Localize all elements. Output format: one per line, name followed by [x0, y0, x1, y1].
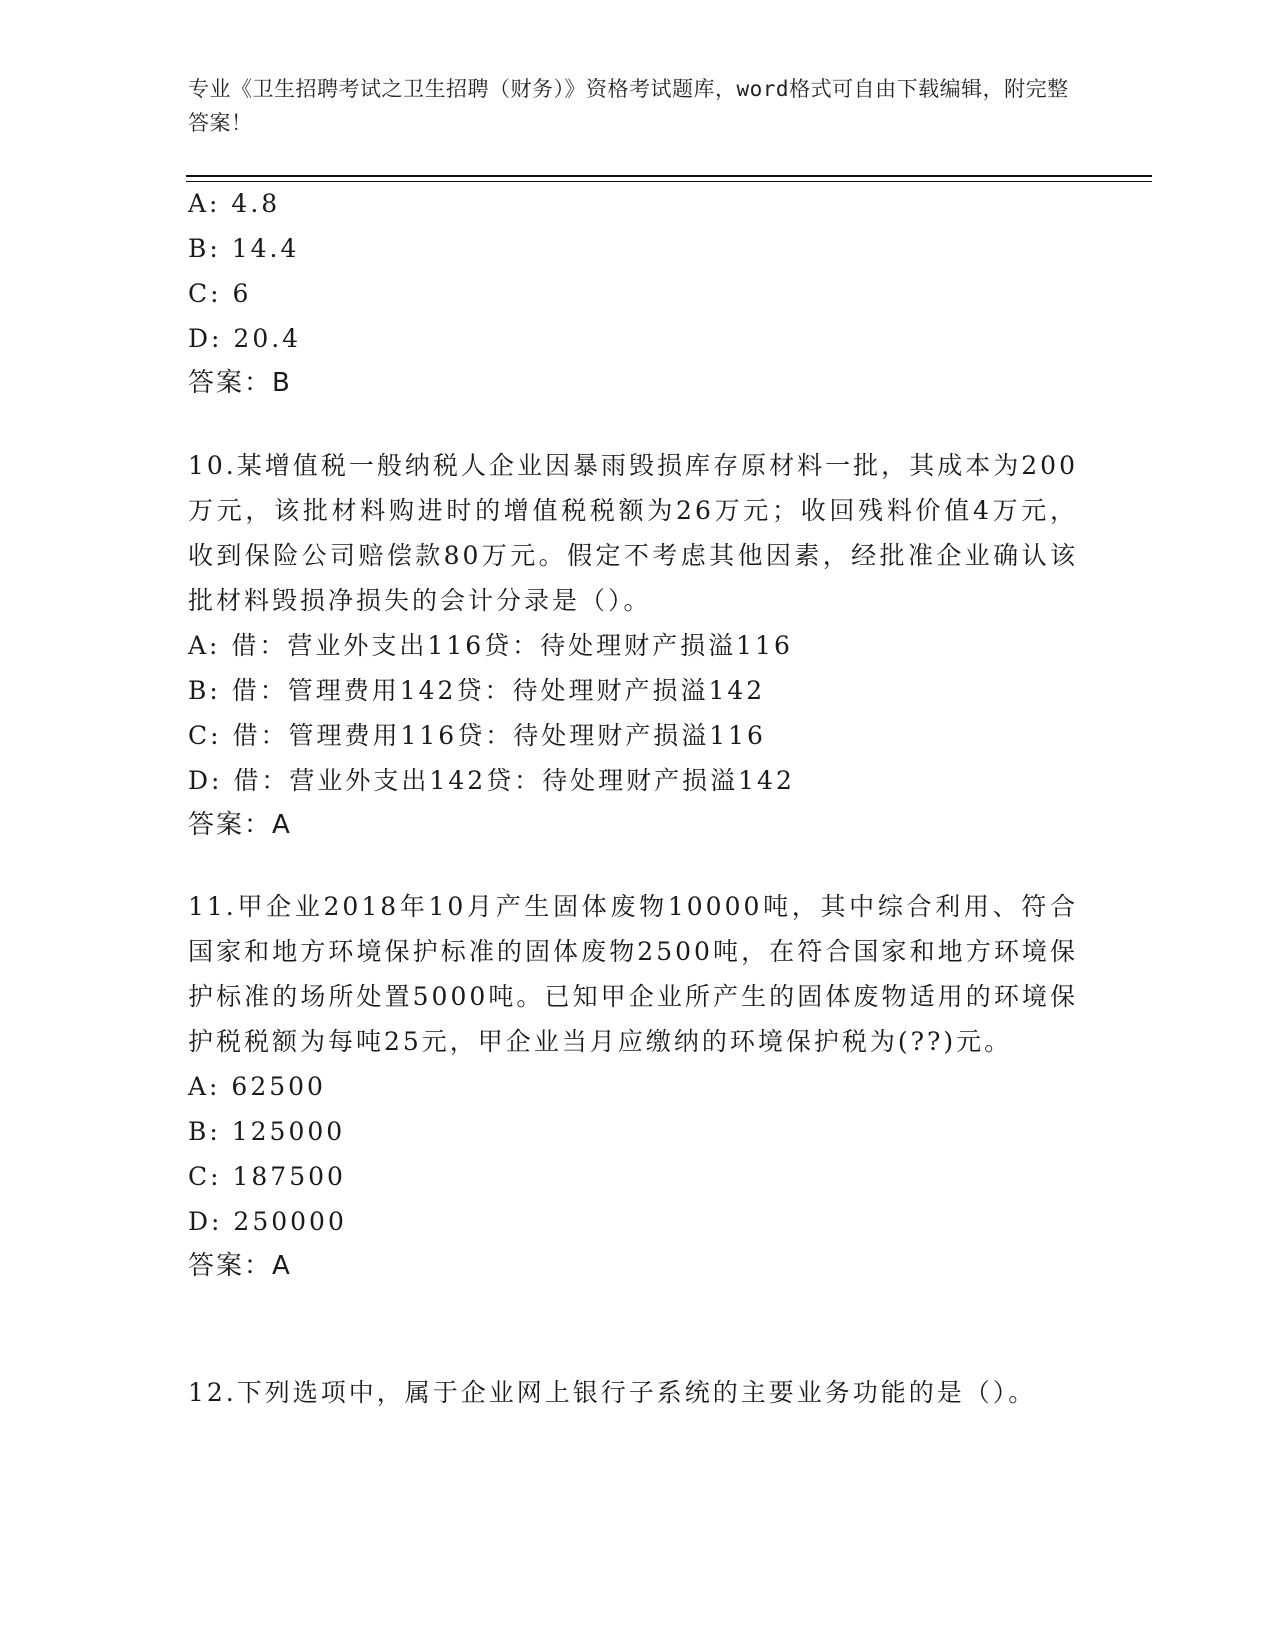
question-9 [188, 181, 1078, 406]
option-c: C: 6 [188, 279, 252, 308]
question-stem: 11.甲企业2018年10月产生固体废物10000吨，其中综合利用、符合国家和地方环境保护标准的固体废物2500吨，在符合国家和地方环境保护标准的场所处置5000吨。已知甲企业所产生的固体废物适用的环境保护税税额为每吨25元，甲企业当月应缴纳的环境保护税为(??)元。 [188, 892, 1078, 1056]
option-b: B: 借：管理费用142贷：待处理财产损溢142 [188, 676, 766, 705]
question-stem: 12.下列选项中，属于企业网上银行子系统的主要业务功能的是（）。 [188, 1378, 1037, 1407]
header-divider [186, 175, 1152, 177]
option-a: A: 4.8 [188, 189, 281, 218]
answer: 答案：A [188, 1251, 292, 1281]
option-d: D: 250000 [188, 1207, 347, 1236]
option-d: D: 借：营业外支出142贷：待处理财产损溢142 [188, 766, 795, 795]
answer: 答案：B [188, 368, 292, 398]
option-a: A: 62500 [188, 1072, 326, 1101]
option-b: B: 125000 [188, 1117, 346, 1146]
option-c: C: 187500 [188, 1162, 346, 1191]
question-11 [188, 884, 1078, 1289]
question-stem: 10.某增值税一般纳税人企业因暴雨毁损库存原材料一批，其成本为200万元，该批材料购进时的增值税税额为26万元；收回残料价值4万元，收到保险公司赔偿款80万元。假定不考虑其他因素，经批准企业确认该批材料毁损净损失的会计分录是（）。 [188, 451, 1078, 615]
option-c: C: 借：管理费用116贷：待处理财产损溢116 [188, 721, 766, 750]
option-b: B: 14.4 [188, 234, 300, 263]
document-header: 专业《卫生招聘考试之卫生招聘（财务）》资格考试题库，word格式可自由下载编辑，附完整答案！ [188, 77, 1069, 135]
option-d: D: 20.4 [188, 324, 302, 353]
question-12 [188, 1370, 1128, 1415]
question-10 [188, 443, 1078, 848]
option-a: A: 借：营业外支出116贷：待处理财产损溢116 [188, 631, 793, 660]
answer: 答案：A [188, 810, 292, 840]
